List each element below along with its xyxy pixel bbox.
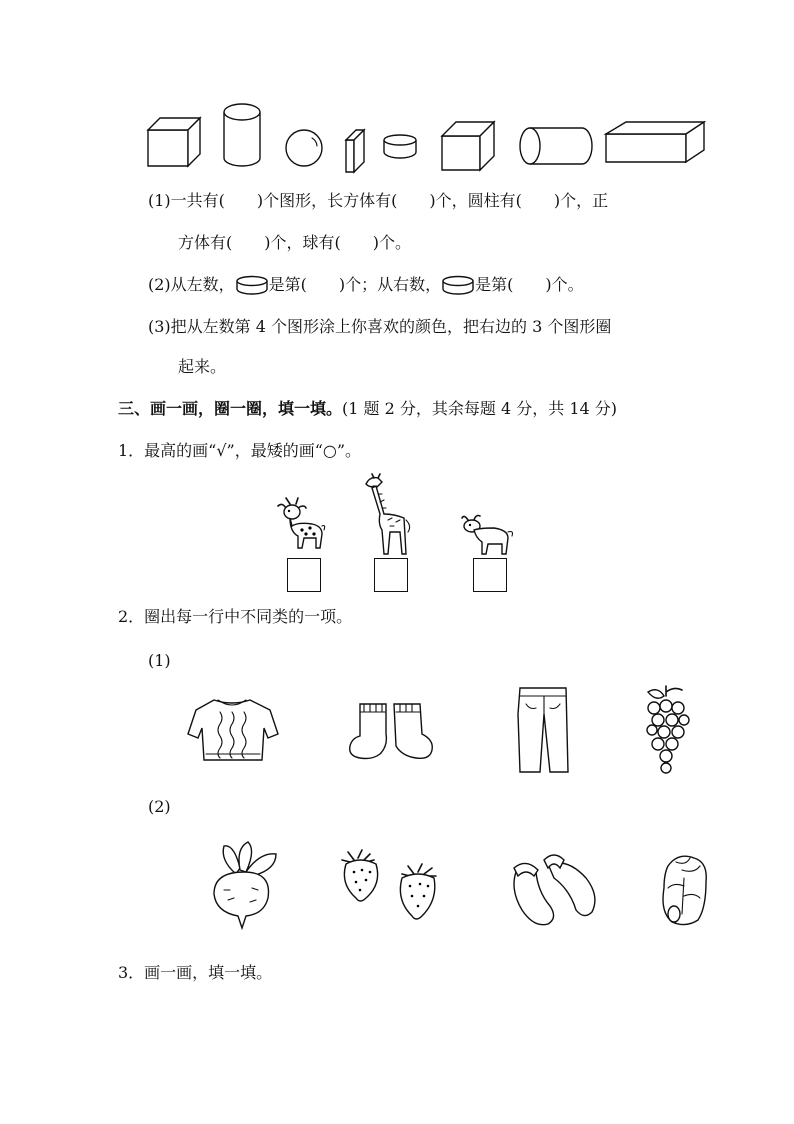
q3-text: 3．画一画，填一填。 xyxy=(118,963,273,982)
q1-text: 1．最高的画“√”，最矮的画“○”。 xyxy=(118,441,362,460)
section3-heading: 三、画一画，圈一圈，填一填。 xyxy=(118,399,343,418)
long-cuboid-shape xyxy=(604,120,706,164)
grapes-illustration[interactable] xyxy=(640,684,692,774)
row1-label: (1) xyxy=(148,651,171,670)
pants-illustration[interactable] xyxy=(514,684,572,776)
short-cylinder-icon xyxy=(235,275,269,297)
thin-cuboid-shape xyxy=(344,128,368,174)
eggplants-illustration[interactable] xyxy=(508,850,600,930)
socks-illustration[interactable] xyxy=(346,700,440,762)
q2-part1-line2: 方体有( )个，球有( )个。 xyxy=(178,233,411,252)
goat-answer-box[interactable] xyxy=(473,558,507,592)
q2-part2-a: (2)从左数， xyxy=(148,275,235,294)
radish-illustration[interactable] xyxy=(206,840,282,930)
short-cylinder-shape xyxy=(382,134,418,160)
q2-part2-c: 是第( )个。 xyxy=(475,275,584,294)
sweater-illustration[interactable] xyxy=(184,694,282,766)
giraffe-illustration xyxy=(360,474,416,558)
deer-illustration xyxy=(276,496,328,558)
q2-part3-line1: (3)把从左数第 4 个图形涂上你喜欢的颜色，把右边的 3 个图形圈 xyxy=(148,317,612,336)
strawberries-illustration[interactable] xyxy=(340,848,440,924)
q2-part3-line2: 起来。 xyxy=(178,357,227,376)
row2-label: (2) xyxy=(148,797,171,816)
deer-answer-box[interactable] xyxy=(287,558,321,592)
section3-score-note: (1 题 2 分，其余每题 4 分，共 14 分) xyxy=(342,399,618,418)
tall-cylinder-shape xyxy=(222,102,262,168)
sphere-shape xyxy=(284,128,324,168)
cube-shape xyxy=(146,116,202,168)
q2-part2 xyxy=(148,274,584,297)
short-cylinder-icon-2 xyxy=(441,275,475,297)
lying-cylinder-shape xyxy=(518,126,594,166)
giraffe-answer-box[interactable] xyxy=(374,558,408,592)
q2-part2-b: 是第( )个；从右数， xyxy=(268,275,442,294)
section3-heading-line xyxy=(118,398,617,420)
cube-shape-2 xyxy=(440,120,496,172)
q2-text: 2．圈出每一行中不同类的一项。 xyxy=(118,607,353,626)
goat-illustration xyxy=(460,512,516,558)
q2-part1-line1: (1)一共有( )个图形，长方体有( )个，圆柱有( )个，正 xyxy=(148,191,609,210)
cabbage-illustration[interactable] xyxy=(658,852,710,928)
